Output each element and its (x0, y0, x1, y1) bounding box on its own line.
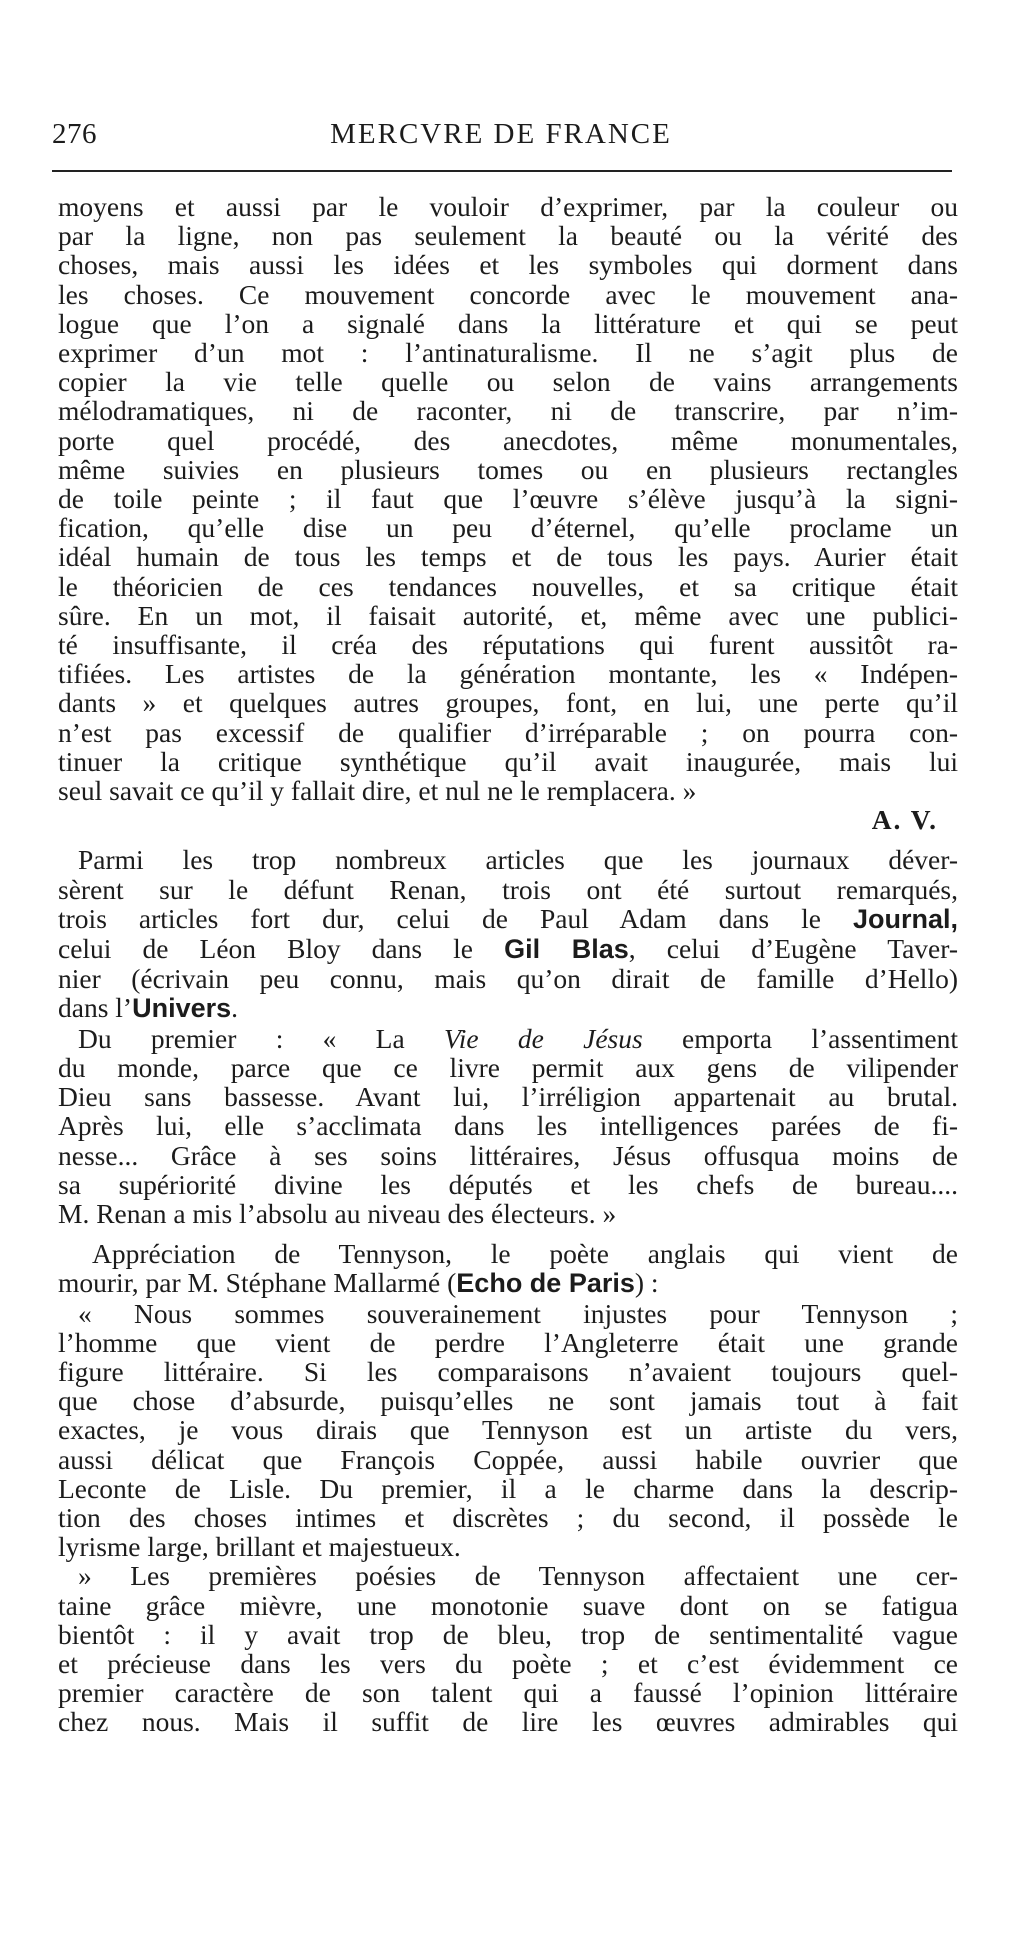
text-line-last: lyrisme large, brillant et majestueux. (58, 1531, 461, 1563)
journal-name: Univers (132, 993, 232, 1024)
text-line: taine grâce mièvre, une monotonie suave dont on se fatigua (58, 1589, 958, 1621)
text-line: exactes, je vous dirais que Tennyson est un artiste du vers, (58, 1414, 958, 1446)
paragraph-tennyson (58, 1239, 958, 1736)
text-fragment: dans l’ (58, 992, 133, 1024)
text-line-last: seul savait ce qu’il y fallait dire, et nul ne le remplacera. » (58, 775, 697, 807)
text-line: fication, qu’elle dise un peu d’éternel, qu’elle proclame un (58, 512, 958, 544)
text-line: chez nous. Mais il suffit de lire les œuvres admirables qui (58, 1706, 958, 1738)
text-line: nier (écrivain peu connu, mais qu’on dirait de famille d’Hello) (58, 963, 958, 995)
text-line: sa supériorité divine les députés et les chefs de bureau.... (58, 1168, 958, 1200)
text-line (58, 1268, 958, 1298)
page-number: 276 (52, 118, 97, 150)
book-title: Vie de Jésus (443, 1022, 643, 1054)
text-fragment: trois articles fort dur, celui de Paul Adam dans le (58, 902, 853, 934)
journal-name: Gil Blas (504, 934, 629, 965)
paragraph-aurier (58, 192, 958, 834)
journal-name: Journal, (852, 903, 958, 934)
text-line: Parmi les trop nombreux articles que les journaux déver- (78, 844, 958, 876)
text-line: aussi délicat que François Coppée, aussi habile ouvrier que (58, 1443, 958, 1475)
header-rule (52, 170, 952, 172)
page-header (52, 118, 950, 162)
text-line: du monde, parce que ce livre permit aux gens de vilipender (58, 1051, 958, 1083)
text-fragment: , celui d’Eugène Taver- (628, 933, 958, 965)
text-line: que chose d’absurde, puisqu’elles ne sont jamais tout à fait (58, 1385, 958, 1417)
text-line: bientôt : il y avait trop de bleu, trop de sentimentalité vague (58, 1618, 958, 1650)
text-line-last: M. Renan a mis l’absolu au niveau des électeurs. » (58, 1197, 617, 1229)
text-line: le théoricien de ces tendances nouvelles, et sa critique était (58, 570, 958, 602)
text-fragment: . (231, 992, 239, 1024)
text-line (58, 904, 958, 934)
text-line: idéal humain de tous les temps et de tous les pays. Aurier était (58, 541, 958, 573)
text-line: l’homme que vient de perdre l’Angleterre était une grande (58, 1326, 958, 1358)
text-line: premier caractère de son talent qui a faussé l’opinion littéraire (58, 1677, 958, 1709)
text-line: de toile peinte ; il faut que l’œuvre s’élève jusqu’à la signi- (58, 483, 958, 515)
paragraph-renan (58, 845, 958, 1228)
text-fragment: mourir, par M. Stéphane Mallarmé ( (58, 1267, 457, 1299)
text-line: logue que l’on a signalé dans la littérature et qui se peut (58, 307, 958, 339)
text-line (58, 993, 958, 1023)
text-line: figure littéraire. Si les comparaisons n’avaient toujours quel- (58, 1355, 958, 1387)
text-line: tion des choses intimes et discrètes ; du second, il possède le (58, 1501, 958, 1533)
text-fragment: ) : (634, 1267, 659, 1299)
running-title: MERCVRE DE FRANCE (330, 118, 672, 150)
text-line: choses, mais aussi les idées et les symboles qui dorment dans (58, 249, 958, 281)
text-line: tinuer la critique synthétique qu’il avait inaugurée, mais lui (58, 745, 958, 777)
text-line: tifiées. Les artistes de la génération montante, les « Indépen- (58, 658, 958, 690)
text-line: Leconte de Lisle. Du premier, il a le charme dans la descrip- (58, 1472, 958, 1504)
text-line: sûre. En un mot, il faisait autorité, et, même avec une publici- (58, 599, 958, 631)
text-line (58, 1024, 958, 1053)
text-line: Appréciation de Tennyson, le poète anglais qui vient de (92, 1238, 958, 1270)
body-text (58, 192, 958, 1737)
text-line: les choses. Ce mouvement concorde avec le mouvement ana- (58, 278, 958, 310)
text-line: par la ligne, non pas seulement la beauté ou la vérité des (58, 220, 958, 252)
text-fragment: emporta l’assentiment (642, 1022, 959, 1054)
journal-name: Echo de Paris (456, 1268, 635, 1299)
text-line: même suivies en plusieurs tomes ou en plusieurs rectangles (58, 453, 958, 485)
text-line: Après lui, elle s’acclimata dans les intelligences parées de fi- (58, 1110, 958, 1142)
text-line: dants » et quelques autres groupes, font, en lui, une perte qu’il (58, 687, 958, 719)
text-line (58, 934, 958, 964)
text-line: n’est pas excessif de qualifier d’irréparable ; on pourra con- (58, 716, 958, 748)
text-line: nesse... Grâce à ses soins littéraires, Jésus offusqua moins de (58, 1139, 958, 1171)
text-line: té insuffisante, il créa des réputations qui furent aussitôt ra- (58, 629, 958, 661)
text-line: porte quel procédé, des anecdotes, même monumentales, (58, 424, 958, 456)
text-fragment: Du premier : « La (78, 1022, 444, 1054)
text-line: mélodramatiques, ni de raconter, ni de transcrire, par n’im- (58, 395, 958, 427)
text-line: copier la vie telle quelle ou selon de vains arrangements (58, 366, 958, 398)
text-line: exprimer d’un mot : l’antinaturalisme. Il ne s’agit plus de (58, 337, 958, 369)
text-fragment: celui de Léon Bloy dans le (58, 933, 505, 965)
text-line: moyens et aussi par le vouloir d’exprimer, par la couleur ou (58, 191, 958, 222)
text-line: « Nous sommes souverainement injustes pour Tennyson ; (78, 1297, 958, 1329)
text-line: et précieuse dans les vers du poète ; et c’est évidemment ce (58, 1647, 958, 1679)
text-line: sèrent sur le défunt Renan, trois ont été surtout remarqués, (58, 873, 958, 905)
text-line: » Les premières poésies de Tennyson affectaient une cer- (78, 1560, 958, 1592)
author-signature: A. V. (871, 804, 938, 836)
text-line: Dieu sans bassesse. Avant lui, l’irréligion appartenait au brutal. (58, 1081, 958, 1113)
